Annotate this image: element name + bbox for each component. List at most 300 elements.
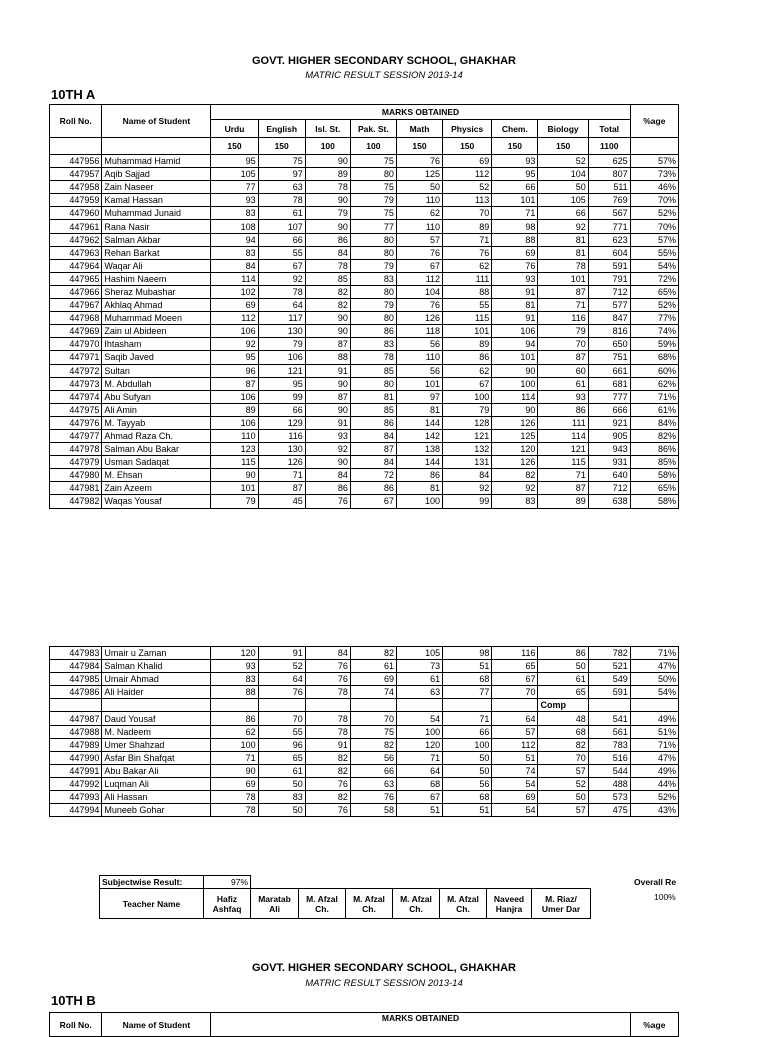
subject-mark: 87 bbox=[538, 482, 588, 495]
subject-mark: 78 bbox=[305, 725, 350, 738]
student-name: Luqman Ali bbox=[102, 777, 211, 790]
percentage: 54% bbox=[630, 686, 678, 699]
subject-mark: 130 bbox=[258, 443, 305, 456]
percentage: 77% bbox=[630, 312, 678, 325]
student-name: Ihtasham bbox=[102, 338, 211, 351]
roll-number: 447958 bbox=[50, 181, 102, 194]
subject-mark: 112 bbox=[443, 168, 492, 181]
subject-mark: 123 bbox=[211, 443, 258, 456]
result-table-10b bbox=[49, 1012, 679, 1037]
subject-mark: 52 bbox=[538, 155, 588, 168]
subject-mark: 81 bbox=[492, 299, 538, 312]
school-title: GOVT. HIGHER SECONDARY SCHOOL, GHAKHAR bbox=[251, 55, 517, 67]
total-marks: 573 bbox=[588, 791, 630, 804]
subject-mark: 61 bbox=[258, 764, 305, 777]
subject-mark: 52 bbox=[538, 777, 588, 790]
student-name: Muneeb Gohar bbox=[102, 804, 211, 817]
student-name: Muhammad Junaid bbox=[102, 207, 211, 220]
table-row bbox=[50, 272, 679, 285]
subject-mark: 85 bbox=[350, 364, 396, 377]
subject-mark: 95 bbox=[211, 155, 258, 168]
subject-mark: 84 bbox=[305, 647, 350, 660]
table-row bbox=[50, 751, 679, 764]
total-marks: 475 bbox=[588, 804, 630, 817]
subject-mark: 101 bbox=[211, 482, 258, 495]
teacher-name-line: M. Afzal bbox=[400, 893, 432, 904]
subject-mark: 78 bbox=[305, 686, 350, 699]
roll-number: 447972 bbox=[50, 364, 102, 377]
subject-mark: 70 bbox=[538, 338, 588, 351]
table-row bbox=[50, 246, 679, 259]
subject-mark: 91 bbox=[492, 312, 538, 325]
table-row bbox=[50, 804, 679, 817]
subject-mark: 96 bbox=[258, 738, 305, 751]
subject-mark: 89 bbox=[443, 338, 492, 351]
subject-mark: 101 bbox=[492, 194, 538, 207]
subject-mark: 45 bbox=[258, 495, 305, 508]
percentage: 54% bbox=[630, 259, 678, 272]
session-title: MATRIC RESULT SESSION 2013-14 bbox=[305, 70, 463, 81]
roll-number: 447992 bbox=[50, 777, 102, 790]
student-name: Usman Sadaqat bbox=[102, 456, 211, 469]
table-row bbox=[50, 673, 679, 686]
subject-mark: 90 bbox=[305, 377, 350, 390]
subject-mark: 79 bbox=[350, 299, 396, 312]
subject-mark: 60 bbox=[538, 364, 588, 377]
percentage: 49% bbox=[630, 764, 678, 777]
subject-mark: 61 bbox=[396, 673, 442, 686]
subject-mark: 55 bbox=[258, 725, 305, 738]
subject-mark: 120 bbox=[211, 647, 258, 660]
teacher-name-line: M. Afzal bbox=[306, 893, 338, 904]
percentage: 71% bbox=[630, 390, 678, 403]
subject-mark: 121 bbox=[443, 429, 492, 442]
subject-mark: 112 bbox=[492, 738, 538, 751]
percent-header: %age bbox=[630, 105, 678, 138]
total-marks: 549 bbox=[588, 673, 630, 686]
subject-mark: 116 bbox=[258, 429, 305, 442]
subject-mark: 51 bbox=[492, 751, 538, 764]
teacher-name-line: Ch. bbox=[362, 903, 376, 914]
roll-number: 447979 bbox=[50, 456, 102, 469]
teacher-name bbox=[440, 889, 487, 919]
subject-mark: 87 bbox=[258, 482, 305, 495]
subject-mark: 106 bbox=[211, 325, 258, 338]
name-header-b: Name of Student bbox=[102, 1013, 211, 1037]
teacher-name bbox=[487, 889, 532, 919]
subject-mark: 70 bbox=[492, 686, 538, 699]
subject-mark: 62 bbox=[443, 259, 492, 272]
roll-number: 447964 bbox=[50, 259, 102, 272]
roll-number: 447956 bbox=[50, 155, 102, 168]
teacher-name-line: Hanjra bbox=[495, 903, 523, 914]
table-row bbox=[50, 712, 679, 725]
subject-mark: 105 bbox=[211, 168, 258, 181]
subject-mark: 85 bbox=[305, 272, 350, 285]
subject-mark: 56 bbox=[396, 364, 442, 377]
subject-mark: 58 bbox=[350, 804, 396, 817]
subject-mark: 130 bbox=[258, 325, 305, 338]
subject-mark: 86 bbox=[350, 482, 396, 495]
subject-mark: 50 bbox=[538, 181, 588, 194]
teacher-name-line: Umer Dar bbox=[541, 903, 581, 914]
subject-mark: 91 bbox=[492, 285, 538, 298]
subject-mark: 69 bbox=[350, 673, 396, 686]
subject-mark: 125 bbox=[396, 168, 442, 181]
student-name: Zain Naseer bbox=[102, 181, 211, 194]
roll-number: 447977 bbox=[50, 429, 102, 442]
roll-number: 447982 bbox=[50, 495, 102, 508]
subject-mark: 100 bbox=[396, 725, 442, 738]
subject-mark: 83 bbox=[350, 338, 396, 351]
subject-mark: 96 bbox=[211, 364, 258, 377]
teacher-name-line: Ch. bbox=[456, 903, 470, 914]
subjectwise-label: Subjectwise Result: bbox=[100, 876, 204, 889]
subject-mark: 87 bbox=[305, 338, 350, 351]
percentage: 65% bbox=[630, 482, 678, 495]
subject-mark: 92 bbox=[443, 482, 492, 495]
table-row bbox=[50, 325, 679, 338]
subjectwise-summary bbox=[99, 875, 591, 919]
student-name: Asfar Bin Shafqat bbox=[102, 751, 211, 764]
subject-mark: 72 bbox=[350, 469, 396, 482]
subject-mark: 71 bbox=[443, 712, 492, 725]
total-marks: 650 bbox=[588, 338, 630, 351]
table-row bbox=[50, 777, 679, 790]
subject-mark: 126 bbox=[258, 456, 305, 469]
subject-mark: 81 bbox=[350, 390, 396, 403]
subject-mark: 84 bbox=[305, 469, 350, 482]
subject-mark: 86 bbox=[305, 482, 350, 495]
subject-mark: 54 bbox=[492, 777, 538, 790]
subject-mark: 76 bbox=[350, 791, 396, 804]
table-row bbox=[50, 416, 679, 429]
student-name: Waqas Yousaf bbox=[102, 495, 211, 508]
subject-mark: 100 bbox=[396, 495, 442, 508]
roll-number: 447986 bbox=[50, 686, 102, 699]
subject-mark: 55 bbox=[258, 246, 305, 259]
total-marks: 591 bbox=[588, 259, 630, 272]
subject-mark: 51 bbox=[396, 804, 442, 817]
subject-mark: 79 bbox=[443, 403, 492, 416]
total-marks: 591 bbox=[588, 686, 630, 699]
result-table-10a bbox=[49, 104, 679, 509]
student-name: M. Ehsan bbox=[102, 469, 211, 482]
comp-label: Comp bbox=[538, 699, 588, 712]
roll-number: 447967 bbox=[50, 299, 102, 312]
max-marks: 150 bbox=[492, 138, 538, 155]
subject-mark: 78 bbox=[305, 259, 350, 272]
table-row bbox=[50, 764, 679, 777]
subject-mark: 89 bbox=[211, 403, 258, 416]
subject-mark: 126 bbox=[492, 456, 538, 469]
subject-mark: 78 bbox=[538, 259, 588, 272]
subject-mark: 57 bbox=[396, 233, 442, 246]
percentage: 68% bbox=[630, 351, 678, 364]
roll-number: 447968 bbox=[50, 312, 102, 325]
subject-mark: 98 bbox=[443, 647, 492, 660]
subject-mark: 65 bbox=[538, 686, 588, 699]
roll-number: 447989 bbox=[50, 738, 102, 751]
subject-mark: 114 bbox=[492, 390, 538, 403]
total-marks: 905 bbox=[588, 429, 630, 442]
subject-mark: 70 bbox=[350, 712, 396, 725]
percentage: 58% bbox=[630, 495, 678, 508]
subject-mark: 101 bbox=[538, 272, 588, 285]
subject-mark: 106 bbox=[211, 416, 258, 429]
roll-number: 447962 bbox=[50, 233, 102, 246]
teacher-name bbox=[393, 889, 440, 919]
student-name: Akhlaq Ahmad bbox=[102, 299, 211, 312]
subject-mark: 86 bbox=[538, 647, 588, 660]
student-name: Sultan bbox=[102, 364, 211, 377]
subject-mark: 95 bbox=[492, 168, 538, 181]
subject-mark: 83 bbox=[211, 207, 258, 220]
school-title-b: GOVT. HIGHER SECONDARY SCHOOL, GHAKHAR bbox=[251, 962, 517, 974]
subject-mark: 76 bbox=[492, 259, 538, 272]
total-marks: 521 bbox=[588, 660, 630, 673]
subject-mark: 79 bbox=[258, 338, 305, 351]
subject-mark: 94 bbox=[211, 233, 258, 246]
subject-mark: 84 bbox=[211, 259, 258, 272]
subject-mark: 84 bbox=[350, 429, 396, 442]
student-name: Umair u Zaman bbox=[102, 647, 211, 660]
subject-mark: 111 bbox=[443, 272, 492, 285]
roll-number: 447993 bbox=[50, 791, 102, 804]
subject-mark: 83 bbox=[350, 272, 396, 285]
subject-mark: 86 bbox=[305, 233, 350, 246]
overall-result-label: Overall Re bbox=[634, 877, 677, 887]
subject-header: Total bbox=[588, 120, 630, 138]
overall-result-value: 100% bbox=[654, 892, 676, 902]
subject-mark: 104 bbox=[396, 285, 442, 298]
subject-mark: 75 bbox=[350, 207, 396, 220]
table-row bbox=[50, 312, 679, 325]
total-marks: 712 bbox=[588, 285, 630, 298]
total-marks: 666 bbox=[588, 403, 630, 416]
total-marks: 625 bbox=[588, 155, 630, 168]
subject-mark: 142 bbox=[396, 429, 442, 442]
subject-mark: 99 bbox=[258, 390, 305, 403]
percentage: 74% bbox=[630, 325, 678, 338]
subject-mark: 77 bbox=[350, 220, 396, 233]
subject-mark: 76 bbox=[396, 155, 442, 168]
subject-mark: 90 bbox=[211, 764, 258, 777]
percentage: 70% bbox=[630, 220, 678, 233]
percentage: 44% bbox=[630, 777, 678, 790]
roll-number: 447970 bbox=[50, 338, 102, 351]
subject-mark: 66 bbox=[258, 403, 305, 416]
subject-mark: 70 bbox=[443, 207, 492, 220]
student-name: Daud Yousaf bbox=[102, 712, 211, 725]
total-marks: 661 bbox=[588, 364, 630, 377]
student-name: Umer Shahzad bbox=[102, 738, 211, 751]
table-row bbox=[50, 482, 679, 495]
total-marks: 751 bbox=[588, 351, 630, 364]
table-row bbox=[50, 686, 679, 699]
subject-mark: 86 bbox=[350, 416, 396, 429]
student-name: Salman Khalid bbox=[102, 660, 211, 673]
subject-mark: 57 bbox=[538, 804, 588, 817]
subject-mark: 70 bbox=[538, 751, 588, 764]
student-name: Umair Ahmad bbox=[102, 673, 211, 686]
subject-mark: 63 bbox=[396, 686, 442, 699]
subject-mark: 86 bbox=[443, 351, 492, 364]
total-marks: 712 bbox=[588, 482, 630, 495]
subject-header: Pak. St. bbox=[350, 120, 396, 138]
total-marks: 847 bbox=[588, 312, 630, 325]
result-table-10a-continued bbox=[49, 646, 679, 817]
percentage: 52% bbox=[630, 207, 678, 220]
student-name: Abu Bakar Ali bbox=[102, 764, 211, 777]
subject-mark: 104 bbox=[538, 168, 588, 181]
subject-mark: 90 bbox=[305, 155, 350, 168]
subject-mark: 102 bbox=[211, 285, 258, 298]
subject-mark: 78 bbox=[350, 351, 396, 364]
subject-mark: 74 bbox=[350, 686, 396, 699]
roll-number: 447984 bbox=[50, 660, 102, 673]
subject-mark: 76 bbox=[305, 804, 350, 817]
max-marks: 150 bbox=[443, 138, 492, 155]
percentage: 60% bbox=[630, 364, 678, 377]
teacher-name bbox=[532, 889, 591, 919]
subject-mark: 118 bbox=[396, 325, 442, 338]
max-marks: 1100 bbox=[588, 138, 630, 155]
roll-number: 447994 bbox=[50, 804, 102, 817]
subject-header: Biology bbox=[538, 120, 588, 138]
table-row bbox=[50, 338, 679, 351]
roll-number: 447969 bbox=[50, 325, 102, 338]
subject-mark: 90 bbox=[305, 456, 350, 469]
subject-mark: 90 bbox=[492, 364, 538, 377]
subject-mark: 111 bbox=[538, 416, 588, 429]
subject-mark: 81 bbox=[396, 403, 442, 416]
subject-mark: 68 bbox=[538, 725, 588, 738]
subject-mark: 56 bbox=[396, 338, 442, 351]
subject-mark: 63 bbox=[258, 181, 305, 194]
subject-mark: 66 bbox=[443, 725, 492, 738]
subject-mark: 81 bbox=[538, 233, 588, 246]
subject-mark: 112 bbox=[211, 312, 258, 325]
subject-mark: 71 bbox=[211, 751, 258, 764]
subject-mark: 71 bbox=[443, 233, 492, 246]
subject-mark: 76 bbox=[396, 299, 442, 312]
subject-mark: 50 bbox=[396, 181, 442, 194]
subject-mark: 91 bbox=[305, 738, 350, 751]
subject-mark: 89 bbox=[305, 168, 350, 181]
student-name: Muhammad Hamid bbox=[102, 155, 211, 168]
subject-mark: 69 bbox=[492, 246, 538, 259]
max-marks: 100 bbox=[350, 138, 396, 155]
subject-mark: 93 bbox=[538, 390, 588, 403]
subject-mark: 90 bbox=[305, 220, 350, 233]
subject-header: Chem. bbox=[492, 120, 538, 138]
subject-mark: 93 bbox=[305, 429, 350, 442]
subject-mark: 57 bbox=[538, 764, 588, 777]
table-row bbox=[50, 469, 679, 482]
subject-mark: 76 bbox=[396, 246, 442, 259]
subject-header: Urdu bbox=[211, 120, 258, 138]
total-marks: 488 bbox=[588, 777, 630, 790]
total-marks: 541 bbox=[588, 712, 630, 725]
subject-mark: 65 bbox=[258, 751, 305, 764]
table-row bbox=[50, 429, 679, 442]
subject-mark: 50 bbox=[443, 751, 492, 764]
subject-mark: 90 bbox=[305, 312, 350, 325]
table-row bbox=[50, 259, 679, 272]
subject-mark: 66 bbox=[258, 233, 305, 246]
percentage: 72% bbox=[630, 272, 678, 285]
subject-mark: 50 bbox=[258, 804, 305, 817]
subject-mark: 100 bbox=[211, 738, 258, 751]
teacher-name bbox=[251, 889, 299, 919]
student-name: Salman Abu Bakar bbox=[102, 443, 211, 456]
subject-mark: 79 bbox=[305, 207, 350, 220]
subject-mark: 92 bbox=[492, 482, 538, 495]
subject-mark: 64 bbox=[258, 299, 305, 312]
roll-number: 447978 bbox=[50, 443, 102, 456]
subject-mark: 71 bbox=[538, 469, 588, 482]
student-name: Zain ul Abideen bbox=[102, 325, 211, 338]
subject-mark: 76 bbox=[258, 686, 305, 699]
total-marks: 544 bbox=[588, 764, 630, 777]
total-marks: 516 bbox=[588, 751, 630, 764]
subject-mark: 126 bbox=[396, 312, 442, 325]
table-row bbox=[50, 207, 679, 220]
subject-mark: 88 bbox=[211, 686, 258, 699]
subject-mark: 67 bbox=[258, 259, 305, 272]
roll-number: 447973 bbox=[50, 377, 102, 390]
subject-mark: 74 bbox=[492, 764, 538, 777]
percentage: 52% bbox=[630, 299, 678, 312]
roll-number: 447966 bbox=[50, 285, 102, 298]
subject-mark: 110 bbox=[396, 351, 442, 364]
subject-mark: 51 bbox=[443, 660, 492, 673]
percentage: 84% bbox=[630, 416, 678, 429]
teacher-name-line: Ch. bbox=[409, 903, 423, 914]
subject-mark: 73 bbox=[396, 660, 442, 673]
subject-mark: 78 bbox=[211, 791, 258, 804]
percentage: 50% bbox=[630, 673, 678, 686]
subject-mark: 80 bbox=[350, 168, 396, 181]
subject-mark: 91 bbox=[305, 364, 350, 377]
student-name: Salman Akbar bbox=[102, 233, 211, 246]
max-marks: 150 bbox=[211, 138, 258, 155]
subject-mark: 75 bbox=[350, 155, 396, 168]
subject-mark: 71 bbox=[492, 207, 538, 220]
subject-mark: 116 bbox=[492, 647, 538, 660]
student-name: Waqar Ali bbox=[102, 259, 211, 272]
roll-number: 447988 bbox=[50, 725, 102, 738]
table-row bbox=[50, 377, 679, 390]
subject-mark: 78 bbox=[305, 181, 350, 194]
table-row bbox=[50, 738, 679, 751]
subject-mark: 78 bbox=[305, 712, 350, 725]
subject-mark: 51 bbox=[443, 804, 492, 817]
percentage: 85% bbox=[630, 456, 678, 469]
subject-mark: 86 bbox=[538, 403, 588, 416]
total-marks: 791 bbox=[588, 272, 630, 285]
subject-mark: 50 bbox=[538, 791, 588, 804]
subject-mark: 86 bbox=[350, 325, 396, 338]
marks-obtained-header: MARKS OBTAINED bbox=[211, 105, 630, 120]
subject-mark: 144 bbox=[396, 416, 442, 429]
subject-mark: 95 bbox=[211, 351, 258, 364]
subject-mark: 79 bbox=[211, 495, 258, 508]
subject-mark: 87 bbox=[350, 443, 396, 456]
subject-mark: 84 bbox=[350, 456, 396, 469]
subject-mark: 105 bbox=[538, 194, 588, 207]
